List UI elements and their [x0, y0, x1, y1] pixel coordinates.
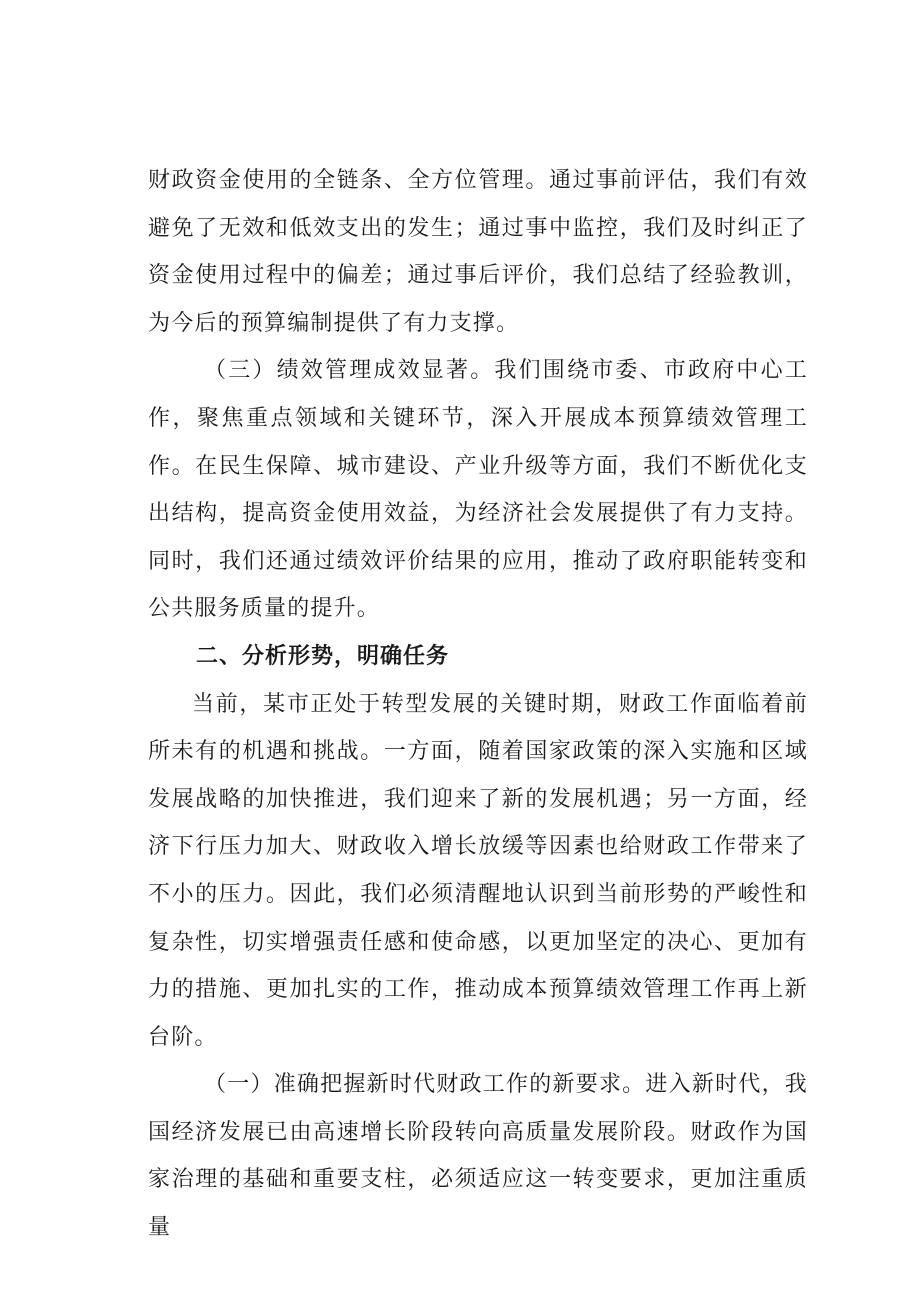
- paragraph-performance-results: （三）绩效管理成效显著。我们围绕市委、市政府中心工作，聚焦重点领域和关键环节，深入开展成本预算绩效管理工作。在民生保障、城市建设、产业升级等方面，我们不断优化支出结构，提高资金使用效益，为经济社会发展提供了有力支持。同时，我们还通过绩效评价结果的应用，推动了政府职能转变和公共服务质量的提升。: [148, 358, 808, 622]
- section-heading: 二、分析形势，明确任务: [196, 643, 450, 669]
- paragraph-current-situation: 当前，某市正处于转型发展的关键时期，财政工作面临着前所未有的机遇和挑战。一方面，随着国家政策的深入实施和区域发展战略的加快推进，我们迎来了新的发展机遇；另一方面，经济下行压力加大、财政收入增长放缓等因素也给财政工作带来了不小的压力。因此，我们必须清醒地认识到当前形势的严峻性和复杂性，切实增强责任感和使命感，以更加坚定的决心、更加有力的措施、更加扎实的工作，推动成本预算绩效管理工作再上新台阶。: [148, 691, 808, 1050]
- document-page: [148, 157, 808, 1252]
- paragraph-new-requirements: （一）准确把握新时代财政工作的新要求。进入新时代，我国经济发展已由高速增长阶段转向高质量发展阶段。财政作为国家治理的基础和重要支柱，必须适应这一转变要求，更加注重质量: [148, 1072, 808, 1241]
- paragraph-continuation: 财政资金使用的全链条、全方位管理。通过事前评估，我们有效避免了无效和低效支出的发生；通过事中监控，我们及时纠正了资金使用过程中的偏差；通过事后评价，我们总结了经验教训，为今后的预算编制提供了有力支撑。: [148, 168, 808, 336]
